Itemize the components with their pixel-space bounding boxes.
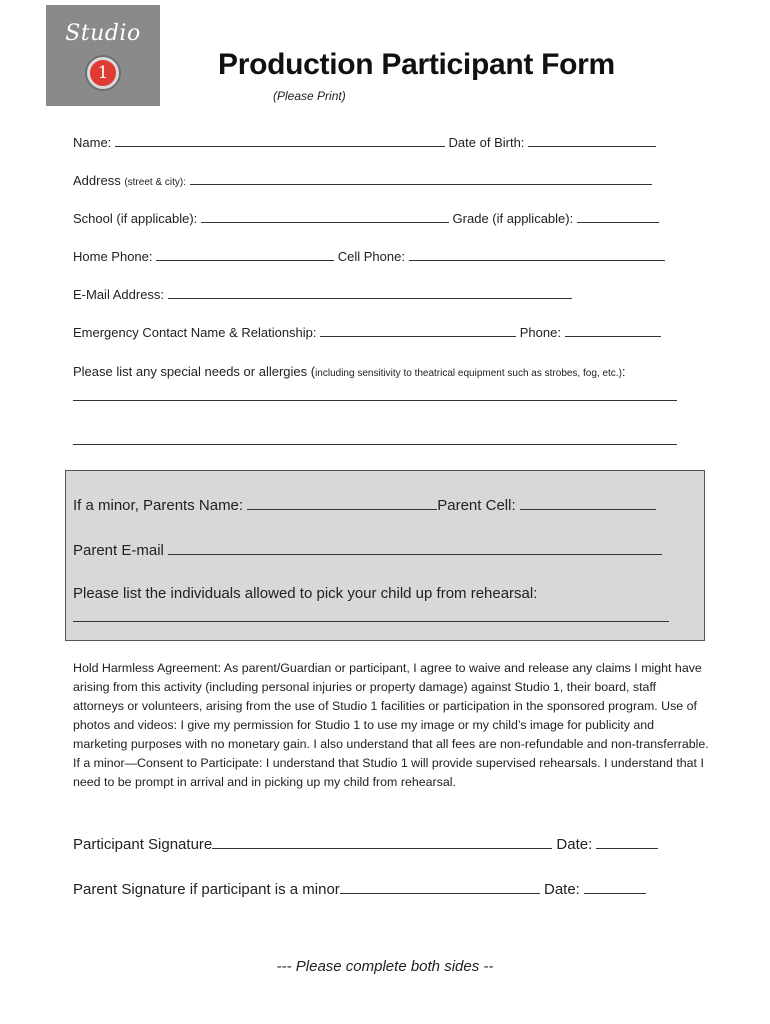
email-row [73,286,572,302]
home-phone-field[interactable] [156,248,334,261]
cell-phone-label: Cell Phone: [337,249,405,264]
emergency-field[interactable] [320,324,516,337]
pickup-row [73,585,537,602]
name-field[interactable] [115,134,445,147]
parent-email-label: Parent E-mail [73,542,164,559]
address-label: Address [73,173,121,188]
form-title: Production Participant Form [218,48,615,81]
parent-email-field[interactable] [168,540,662,555]
name-label: Name: [73,135,112,150]
emergency-phone-field[interactable] [565,324,661,337]
participant-signature-row [73,834,658,853]
special-needs-hint: including sensitivity to theatrical equipment such as strobes, fog, etc.) [315,368,622,379]
parent-signature-row [73,879,646,898]
form-subtitle: (Please Print) [273,89,346,103]
special-needs-line-1[interactable] [73,400,677,401]
phones-row [73,248,665,264]
grade-field[interactable] [577,210,659,223]
parent-date-field[interactable] [584,879,646,894]
logo-number-badge: 1 [87,57,119,89]
dob-label: Date of Birth: [448,135,525,150]
grade-label: Grade (if applicable): [452,211,574,226]
emergency-phone-label: Phone: [519,325,561,340]
cell-phone-field[interactable] [409,248,665,261]
participant-date-label: Date: [556,836,593,853]
parent-cell-label: Parent Cell: [437,497,516,514]
participant-signature-label: Participant Signature [73,836,213,853]
email-field[interactable] [168,286,572,299]
dob-field[interactable] [528,134,656,147]
special-needs-colon: : [621,364,626,379]
logo-word: Studio [65,21,141,46]
emergency-label: Emergency Contact Name & Relationship: [73,325,317,340]
pickup-field[interactable] [73,621,669,622]
footer-note: --- Please complete both sides -- [276,958,494,975]
emergency-row [73,324,661,340]
special-needs-row [73,364,626,379]
parents-name-field[interactable] [247,495,437,510]
special-needs-label: Please list any special needs or allergies ( [73,364,316,379]
parent-signature-field[interactable] [340,879,540,894]
parent-date-label: Date: [543,881,580,898]
school-grade-row [73,210,659,226]
address-field[interactable] [190,172,652,185]
studio-1-logo [46,5,160,106]
school-field[interactable] [201,210,449,223]
address-hint: (street & city): [124,177,187,188]
parents-name-label: If a minor, Parents Name: [73,497,244,514]
school-label: School (if applicable): [73,211,198,226]
participant-date-field[interactable] [596,834,658,849]
home-phone-label: Home Phone: [73,249,153,264]
pickup-label: Please list the individuals allowed to pick your child up from rehearsal: [73,585,538,602]
hold-harmless-agreement: Hold Harmless Agreement: As parent/Guardian or participant, I agree to waive and release any claims I might have arising from this activity (including personal injuries or property damage) against Studio 1, their board, staff attorneys or volunteers, arising from the use of Studio 1 facilities or participation in the sponsored program. Use of photos and videos: I give my permission for Studio 1 to use my image or my child’s image for publicity and marketing purposes with no monetary gain. I also understand that all fees are non-refundable and non-transferrable. If a minor—Consent to Participate: I understand that Studio 1 will provide supervised rehearsals. I understand that I need to be prompt in arrival and in picking up my child from rehearsal. [73,661,709,789]
special-needs-line-2[interactable] [73,444,677,445]
email-label: E-Mail Address: [73,287,165,302]
address-row [73,172,652,188]
parent-cell-field[interactable] [520,495,656,510]
parents-row [73,495,656,514]
participant-signature-field[interactable] [212,834,552,849]
minor-info-box [65,470,705,641]
name-dob-row [73,134,656,150]
parent-signature-label: Parent Signature if participant is a minor [73,881,340,898]
parent-email-row [73,540,662,559]
